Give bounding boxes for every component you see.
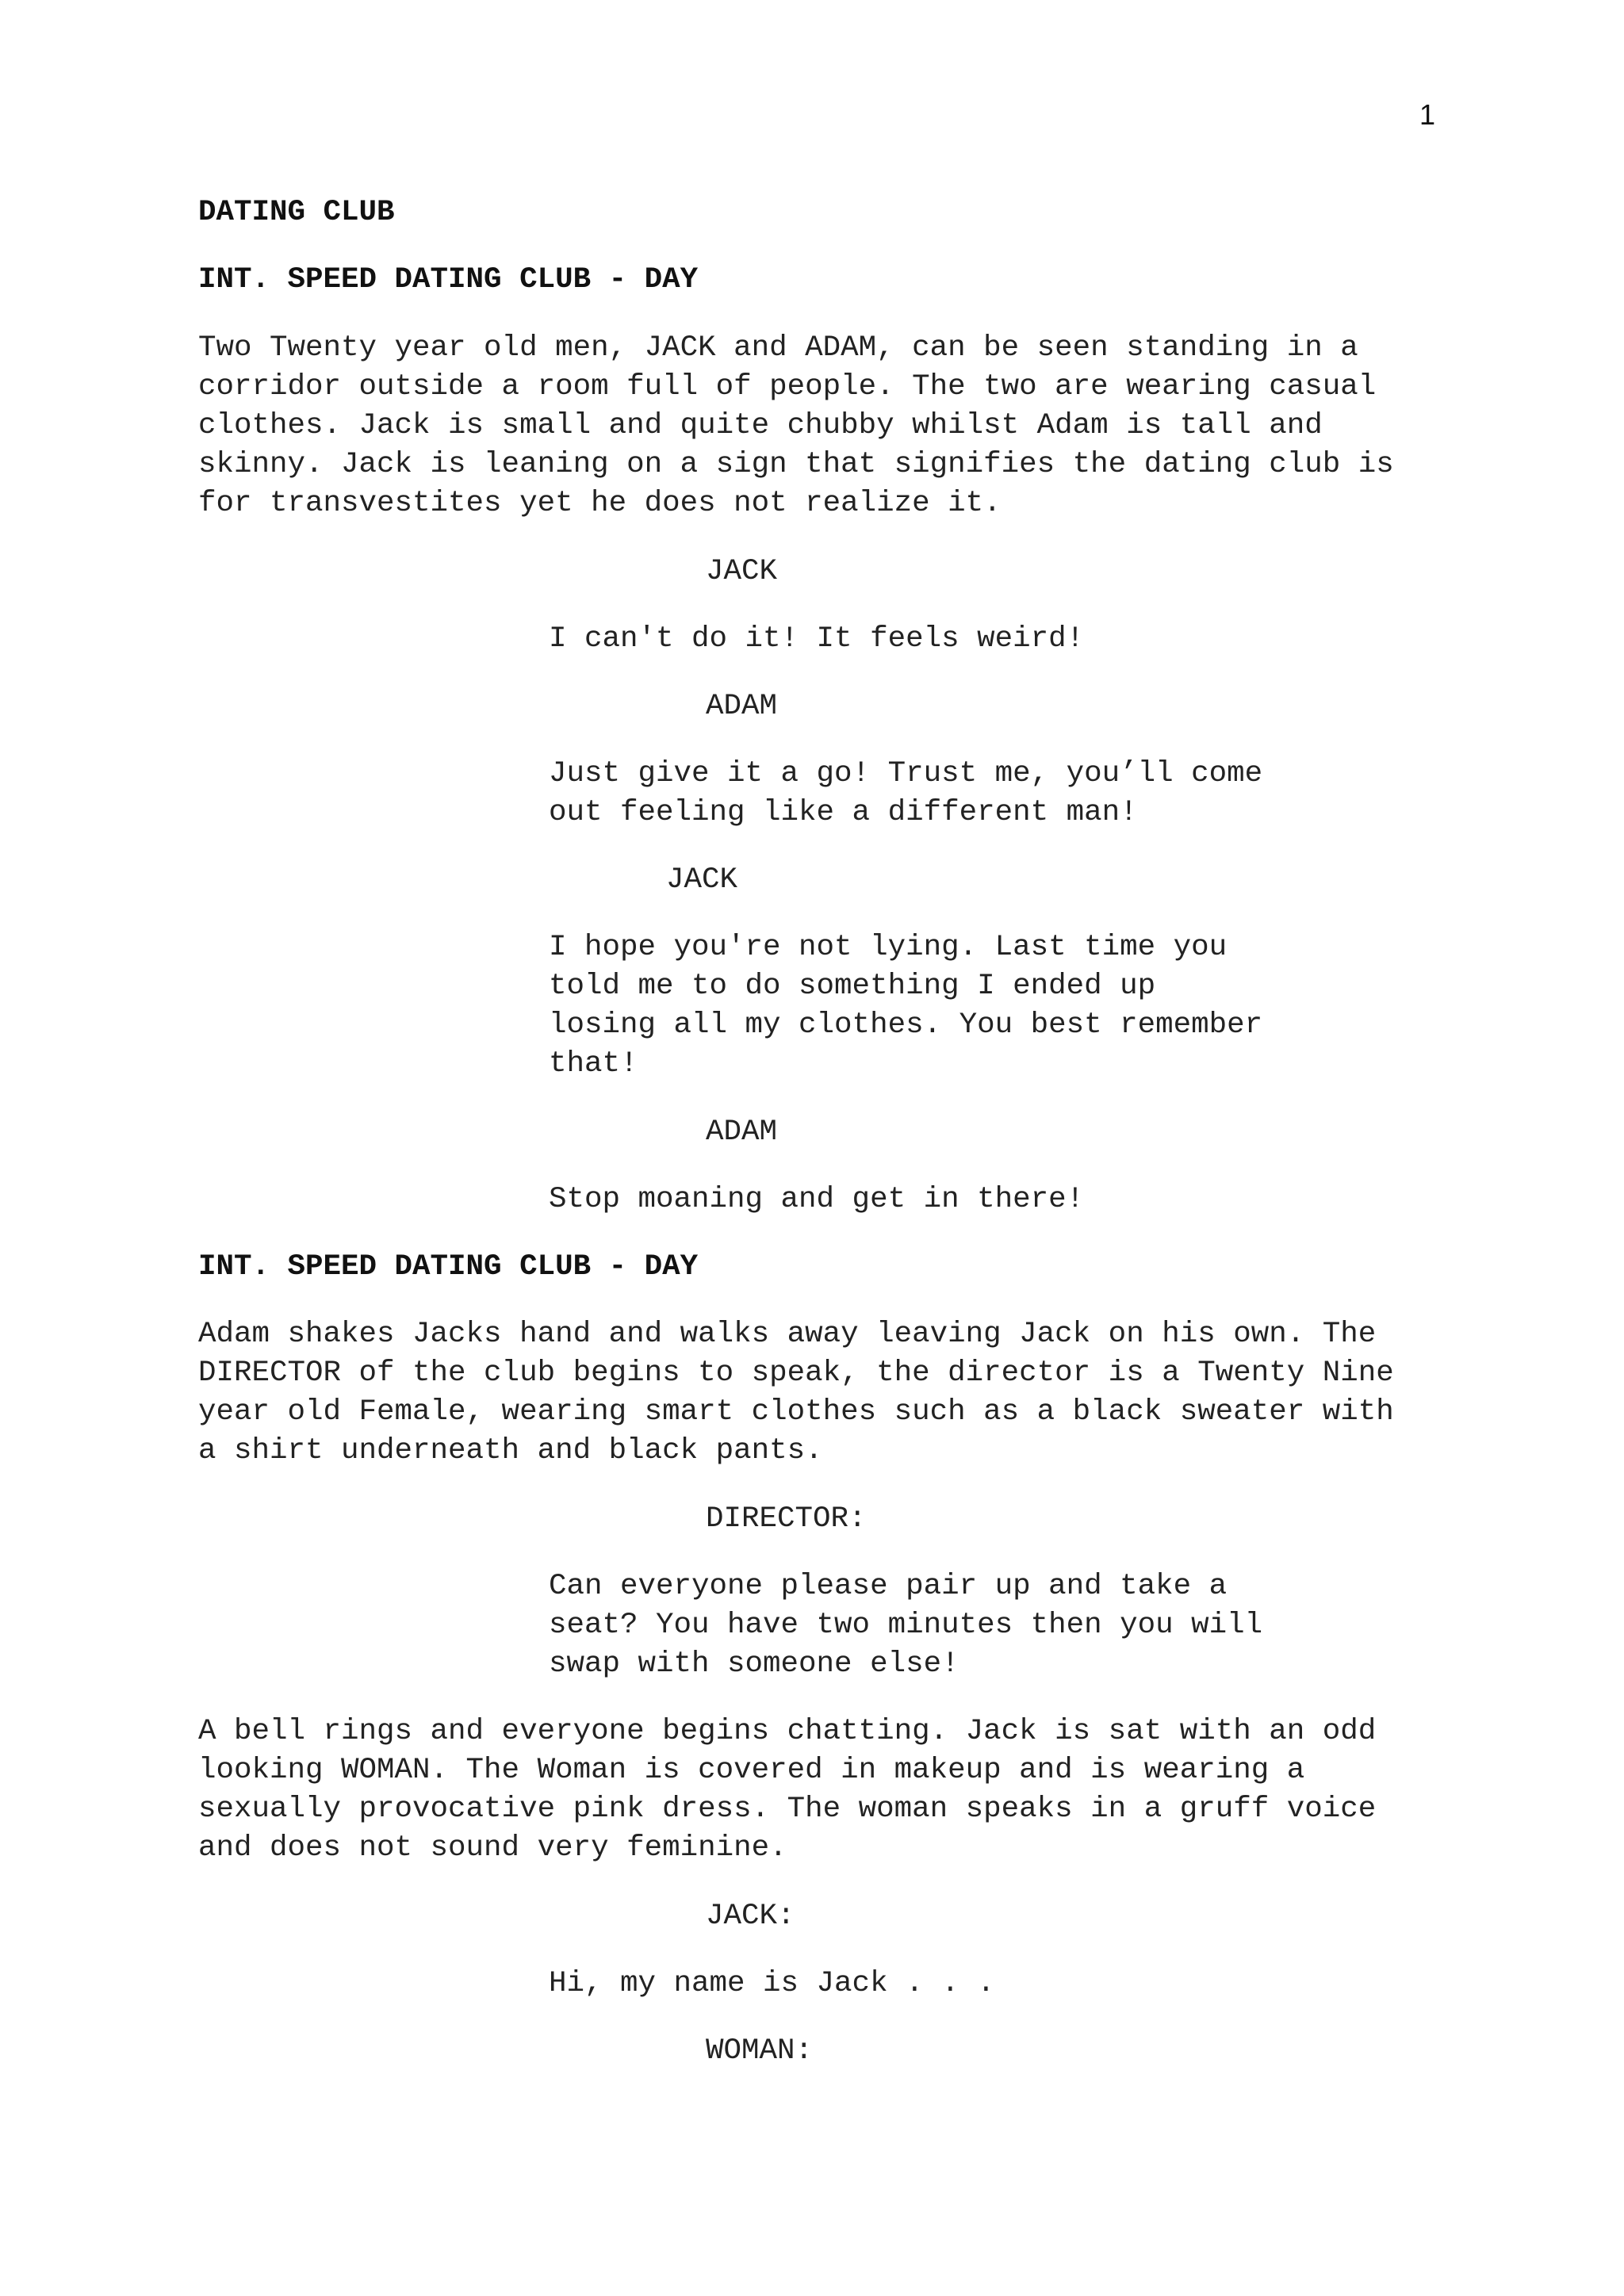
dialogue-line: seat? You have two minutes then you will xyxy=(549,1609,1263,1642)
character-cue-woman: WOMAN: xyxy=(706,2034,814,2068)
dialogue-line: that! xyxy=(549,1047,638,1081)
action-line: year old Female, wearing smart clothes such as a black sweater with xyxy=(198,1395,1394,1429)
action-line: sexually provocative pink dress. The woman speaks in a gruff voice xyxy=(198,1793,1377,1826)
page-number: 1 xyxy=(1419,98,1436,131)
dialogue-line: told me to do something I ended up xyxy=(549,970,1156,1003)
action-line: looking WOMAN. The Woman is covered in makeup and is wearing a xyxy=(198,1754,1305,1787)
dialogue-line: Just give it a go! Trust me, you’ll come xyxy=(549,757,1263,790)
script-title: DATING CLUB xyxy=(198,196,395,229)
character-cue-director: DIRECTOR: xyxy=(706,1502,867,1536)
dialogue-line: I hope you're not lying. Last time you xyxy=(549,931,1228,964)
action-line: Adam shakes Jacks hand and walks away leaving Jack on his own. The xyxy=(198,1318,1377,1351)
scene-heading-1: INT. SPEED DATING CLUB - DAY xyxy=(198,263,699,297)
action-line: clothes. Jack is small and quite chubby whilst Adam is tall and xyxy=(198,409,1323,442)
character-cue-adam: ADAM xyxy=(706,1115,778,1149)
dialogue-line: losing all my clothes. You best remember xyxy=(549,1008,1263,1042)
scene-heading-2: INT. SPEED DATING CLUB - DAY xyxy=(198,1250,699,1284)
action-line: for transvestites yet he does not realize it. xyxy=(198,487,1002,520)
character-cue-jack: JACK xyxy=(706,555,778,588)
dialogue-line: out feeling like a different man! xyxy=(549,796,1138,829)
action-line: and does not sound very feminine. xyxy=(198,1831,787,1865)
dialogue-line: I can't do it! It feels weird! xyxy=(549,622,1085,656)
action-line: corridor outside a room full of people. The two are wearing casual xyxy=(198,370,1377,404)
character-cue-jack: JACK xyxy=(666,863,738,897)
action-line: skinny. Jack is leaning on a sign that signifies the dating club is xyxy=(198,448,1394,481)
dialogue-line: Can everyone please pair up and take a xyxy=(549,1570,1228,1603)
action-line: A bell rings and everyone begins chatting. Jack is sat with an odd xyxy=(198,1715,1377,1748)
dialogue-line: swap with someone else! xyxy=(549,1647,959,1681)
action-line: a shirt underneath and black pants. xyxy=(198,1434,823,1468)
dialogue-line: Hi, my name is Jack . . . xyxy=(549,1967,995,2000)
action-line: Two Twenty year old men, JACK and ADAM, can be seen standing in a xyxy=(198,331,1358,365)
action-line: DIRECTOR of the club begins to speak, the director is a Twenty Nine xyxy=(198,1357,1394,1390)
dialogue-line: Stop moaning and get in there! xyxy=(549,1183,1085,1216)
character-cue-jack: JACK: xyxy=(706,1900,795,1933)
character-cue-adam: ADAM xyxy=(706,690,778,723)
